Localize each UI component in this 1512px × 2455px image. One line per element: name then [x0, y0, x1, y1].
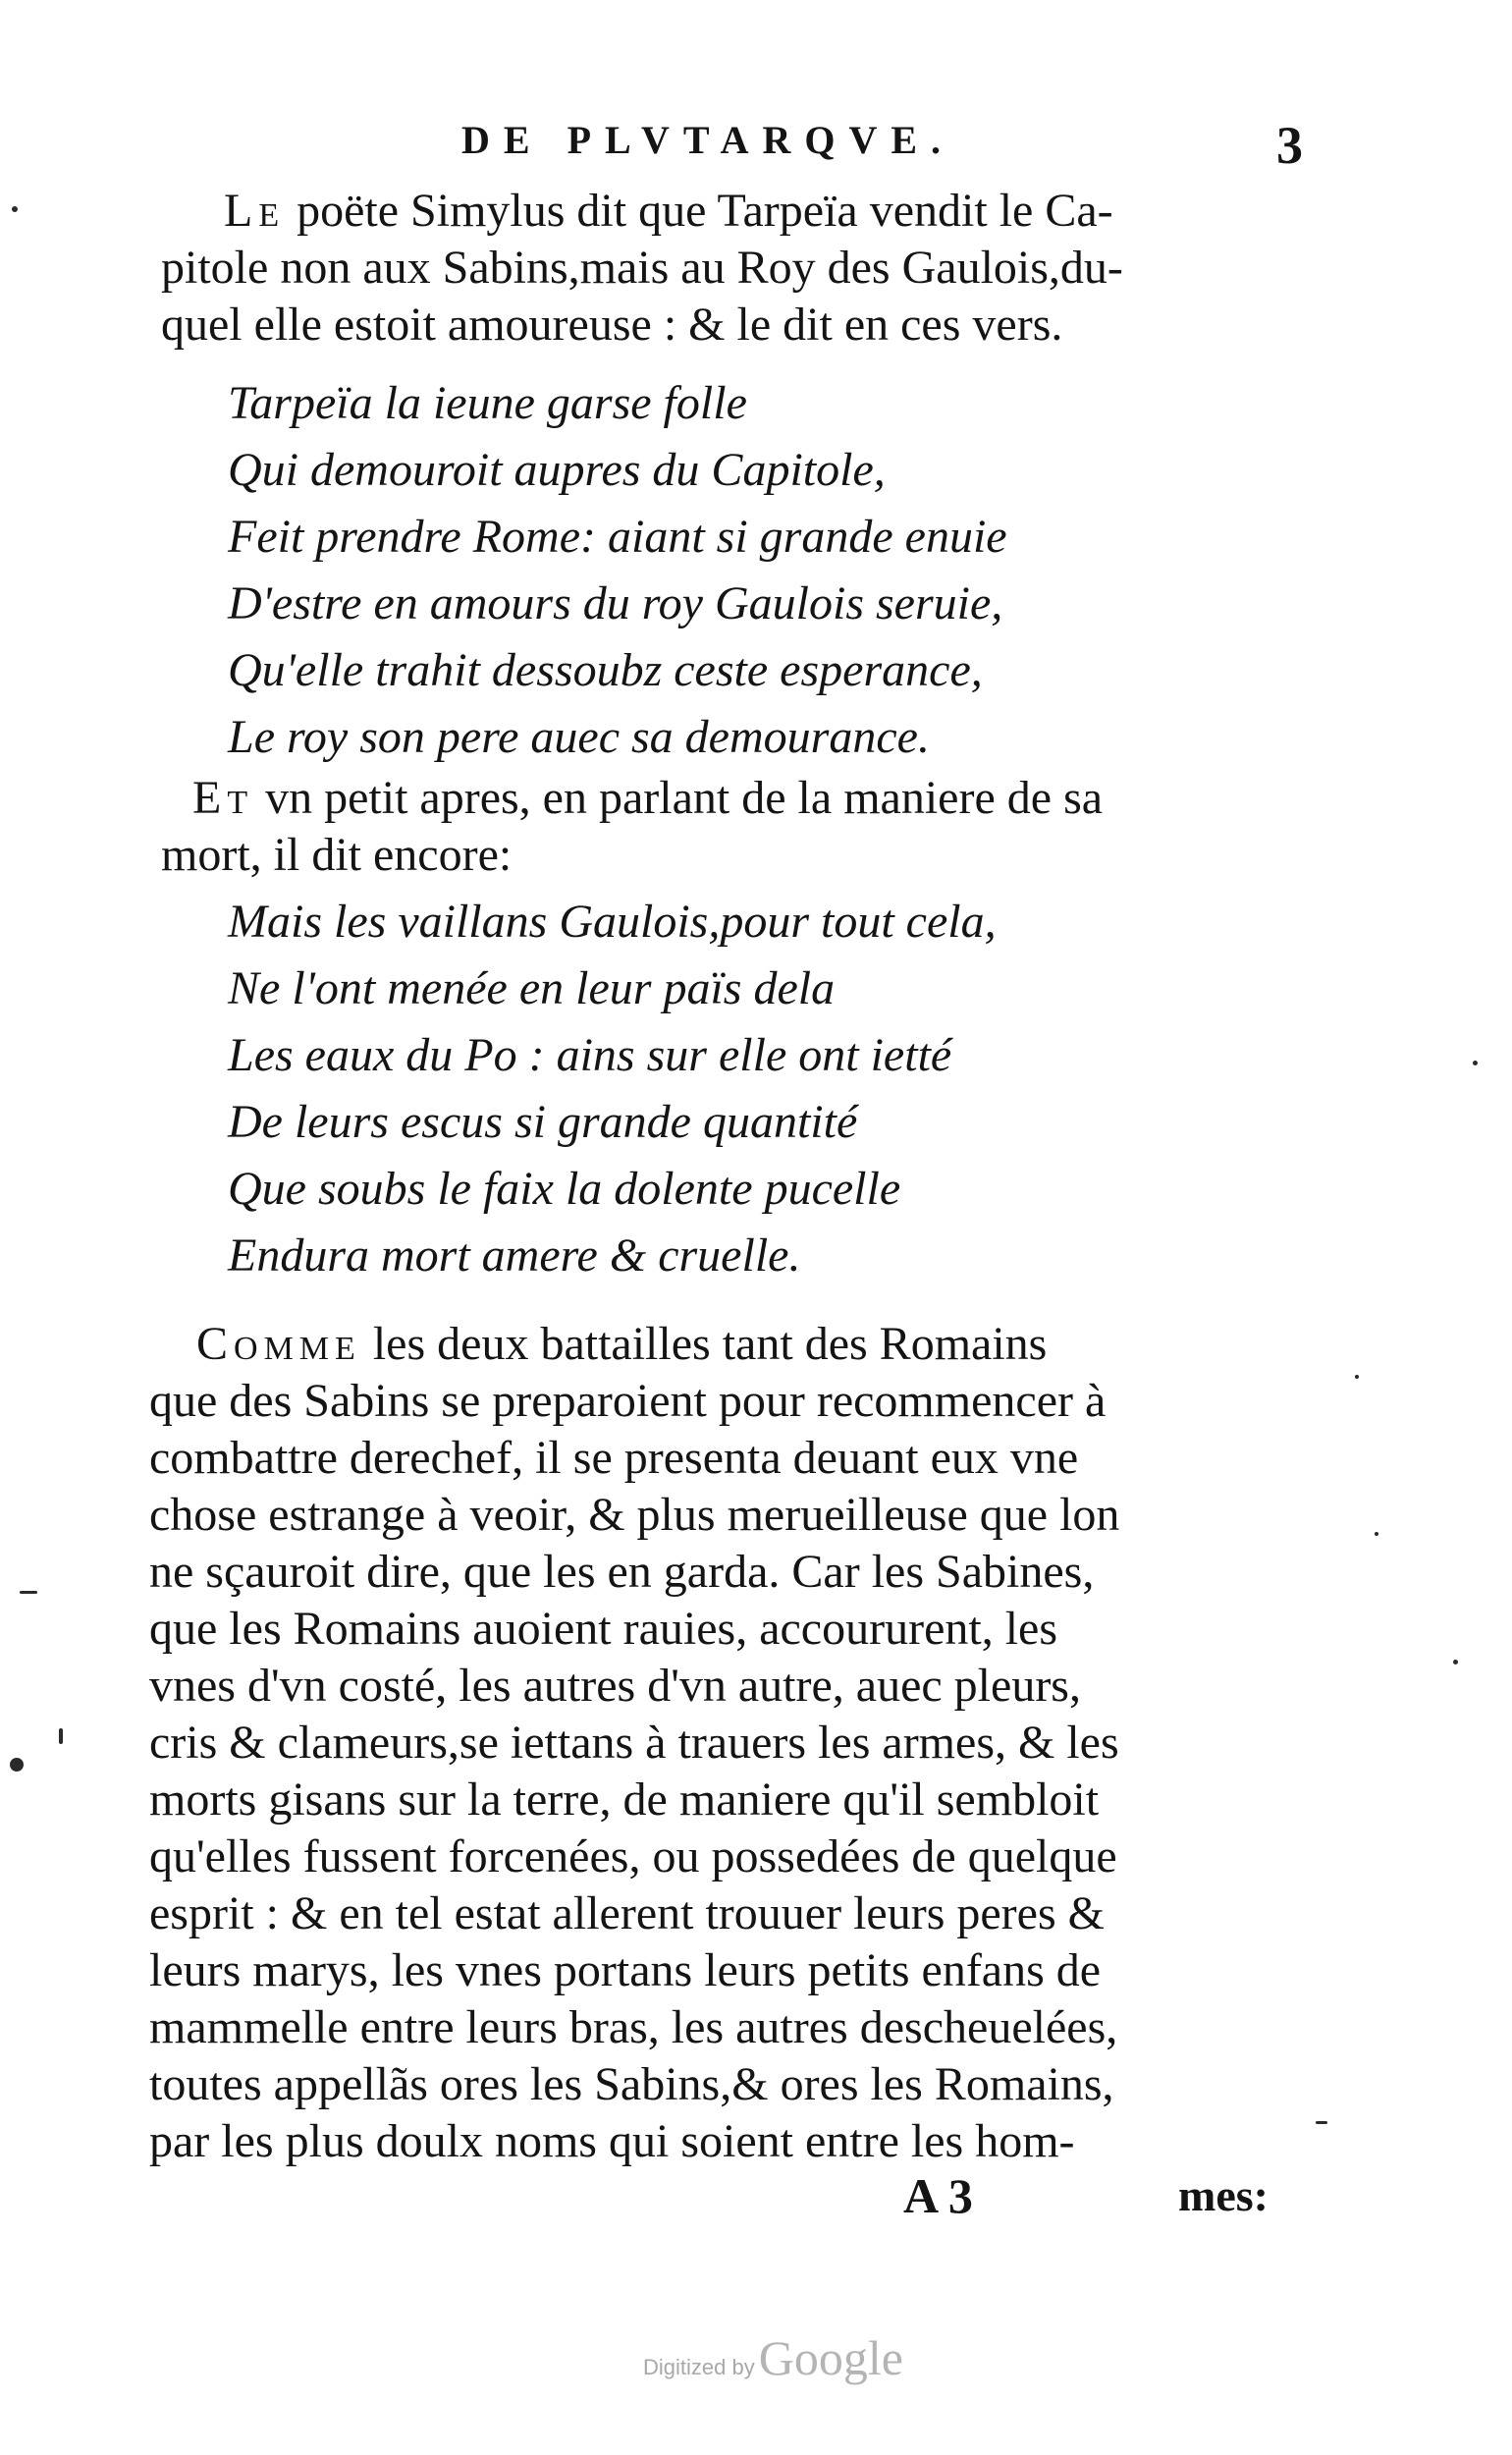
paragraph-3-line-5: ne sçauroit dire, que les en garda. Car les Sabines,: [149, 1546, 1095, 1598]
verse-1-line-2: Qui demouroit aupres du Capitole,: [228, 444, 886, 496]
paragraph-2-initial: Et: [192, 772, 254, 824]
catchword: mes:: [1178, 2170, 1269, 2220]
running-title: DE PLVTARQVE.: [461, 118, 955, 162]
scan-speck: [1453, 1660, 1458, 1664]
paragraph-3-line-9: morts gisans sur la terre, de maniere qu'il sembloit: [149, 1773, 1100, 1826]
digitized-watermark: [643, 2329, 903, 2386]
verse-2-line-2: Ne l'ont menée en leur païs dela: [228, 962, 836, 1014]
paragraph-3-line-6: que les Romains auoient rauies, accoururent, les: [149, 1603, 1058, 1655]
paragraph-3-line-1: [196, 1316, 1047, 1373]
scan-speck: [1473, 1061, 1478, 1065]
paragraph-1-line-3: quel elle estoit amoureuse : & le dit en ces vers.: [161, 299, 1063, 351]
watermark-prefix: Digitized by: [643, 2355, 755, 2379]
paragraph-1-initial: Le: [224, 185, 286, 237]
paragraph-3-line-10: qu'elles fussent forcenées, ou possedées de quelque: [149, 1830, 1117, 1882]
paragraph-1-line-1-text: poëte Simylus dit que Tarpeïa vendit le Ca-: [285, 185, 1113, 237]
verse-2-line-6: Endura mort amere & cruelle.: [228, 1229, 801, 1282]
verse-1-line-4: D'estre en amours du roy Gaulois seruie,: [228, 577, 1003, 629]
watermark-brand: Google: [758, 2330, 903, 2385]
paragraph-3-line-7: vnes d'vn costé, les autres d'vn autre, auec pleurs,: [149, 1660, 1081, 1712]
scan-speck: [10, 1758, 24, 1772]
paragraph-3-initial: Comme: [196, 1318, 361, 1370]
page-number: 3: [1276, 116, 1303, 175]
scan-speck: [1316, 2121, 1327, 2124]
verse-1-line-5: Qu'elle trahit dessoubz ceste esperance,: [228, 644, 983, 696]
paragraph-2-line-1-text: vn petit apres, en parlant de la maniere de sa: [253, 772, 1104, 824]
paragraph-3-line-1-text: les deux battailles tant des Romains: [360, 1318, 1048, 1370]
paragraph-3-line-11: esprit : & en tel estat allerent trouuer leurs peres &: [149, 1887, 1105, 1939]
paragraph-3-line-14: toutes appellãs ores les Sabins,& ores les Romains,: [149, 2058, 1114, 2110]
paragraph-3-line-8: cris & clameurs,se iettans à trauers les armes, & les: [149, 1717, 1119, 1769]
scan-speck: [59, 1728, 63, 1744]
scan-speck: [1355, 1375, 1359, 1379]
paragraph-3-line-15: par les plus doulx noms qui soient entre les hom-: [149, 2115, 1075, 2167]
scan-speck: [20, 1591, 37, 1594]
verse-2-line-4: De leurs escus si grande quantité: [228, 1096, 858, 1148]
paragraph-3-line-3: combattre derechef, il se presenta deuant eux vne: [149, 1432, 1079, 1484]
verse-2-line-1: Mais les vaillans Gaulois,pour tout cela,: [228, 896, 997, 948]
verse-2-line-3: Les eaux du Po : ains sur elle ont ietté: [228, 1029, 952, 1081]
paragraph-1-line-2: pitole non aux Sabins,mais au Roy des Gaulois,du-: [161, 242, 1123, 294]
paragraph-1-line-1: [224, 183, 1113, 240]
paragraph-3-line-2: que des Sabins se preparoient pour recommencer à: [149, 1375, 1107, 1427]
paragraph-3-line-12: leurs marys, les vnes portans leurs petits enfans de: [149, 1944, 1102, 1996]
paragraph-2-line-1: [192, 770, 1103, 827]
paragraph-3-line-13: mammelle entre leurs bras, les autres descheuelées,: [149, 2001, 1118, 2053]
verse-2-line-5: Que soubs le faix la dolente pucelle: [228, 1163, 901, 1215]
scan-speck: [12, 206, 18, 212]
paragraph-3-line-4: chose estrange à veoir, & plus merueilleuse que lon: [149, 1489, 1120, 1541]
paragraph-2-line-2: mort, il dit encore:: [161, 829, 513, 881]
scan-speck: [1375, 1532, 1378, 1536]
verse-1-line-3: Feit prendre Rome: aiant si grande enuie: [228, 511, 1007, 563]
verse-1-line-6: Le roy son pere auec sa demourance.: [228, 711, 930, 763]
verse-1-line-1: Tarpeïa la ieune garse folle: [228, 377, 747, 429]
signature-mark: A 3: [903, 2168, 973, 2223]
